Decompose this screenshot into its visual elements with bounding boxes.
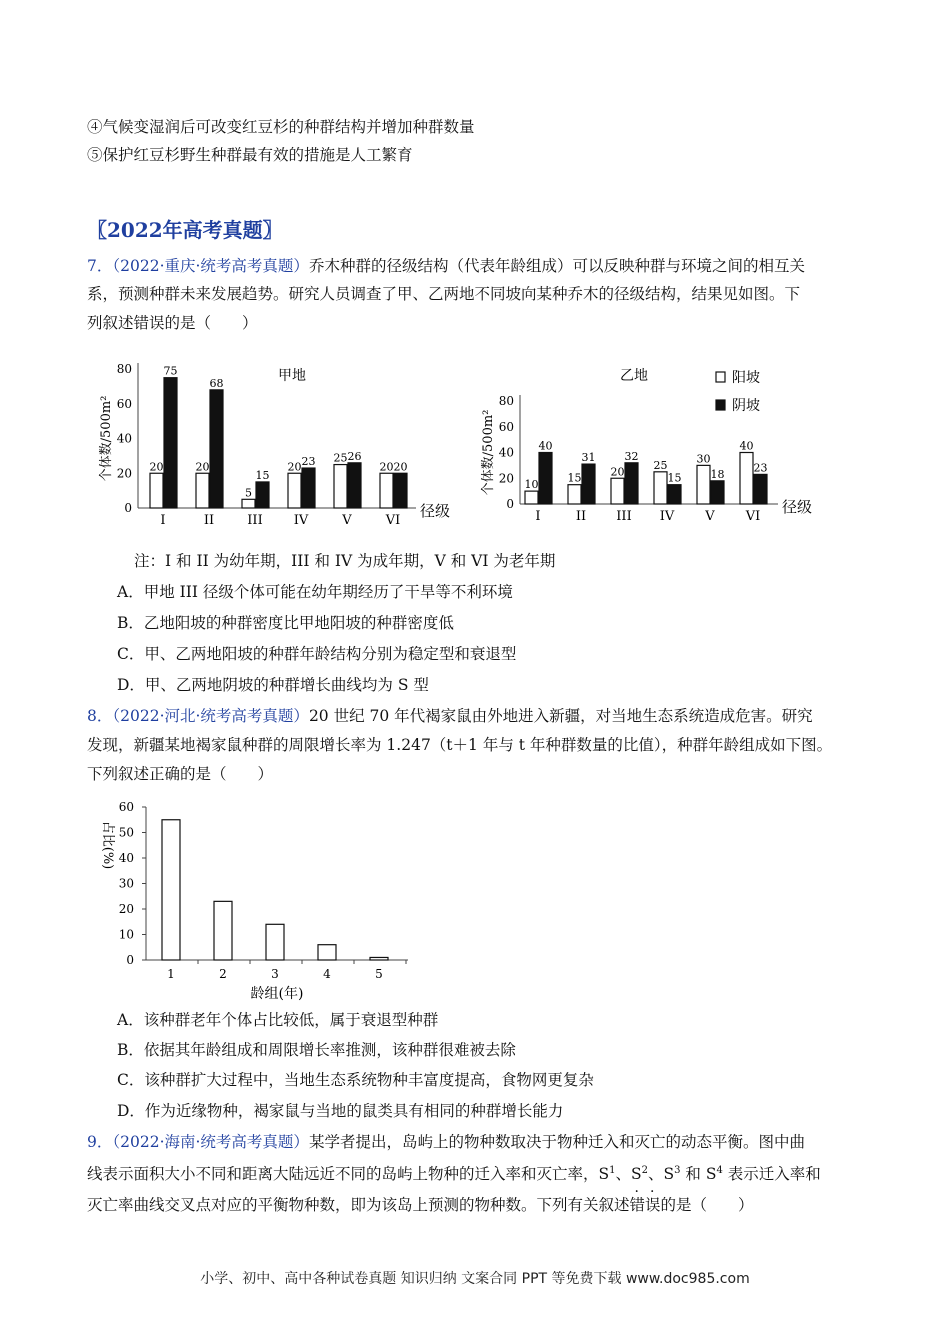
q9-number: 9． bbox=[87, 1133, 113, 1151]
q7-number: 7． bbox=[87, 257, 113, 275]
sep: 、S bbox=[615, 1165, 642, 1184]
bar-value-label: 20 bbox=[393, 460, 408, 474]
q8-line3: 下列叙述正确的是（ ） bbox=[87, 765, 274, 783]
sup: 1 bbox=[609, 1165, 616, 1176]
y-tick-label: 20 bbox=[498, 471, 514, 486]
bar bbox=[539, 453, 552, 505]
y-tick-label: 0 bbox=[506, 497, 514, 511]
chart-age-structure bbox=[92, 792, 422, 1002]
q9-text3b: 的是（ ） bbox=[660, 1196, 754, 1214]
bar-value-label: 18 bbox=[710, 467, 725, 481]
bar-value-label: 15 bbox=[567, 471, 582, 485]
sep: 和 S bbox=[680, 1165, 717, 1184]
y-axis-label: 个体数/500m² bbox=[481, 409, 496, 496]
y-tick-label: 40 bbox=[498, 445, 514, 460]
bar bbox=[394, 473, 407, 508]
y-tick-label: 80 bbox=[498, 394, 514, 408]
x-tick-label: 3 bbox=[271, 967, 279, 981]
statement-5: ⑤保护红豆杉野生种群最有效的措施是人工繁育 bbox=[87, 146, 413, 164]
y-tick-label: 10 bbox=[118, 927, 134, 942]
sup: 3 bbox=[674, 1165, 681, 1176]
bar-value-label: 68 bbox=[209, 376, 224, 390]
y-tick-label: 50 bbox=[118, 825, 134, 840]
emphasis-char: 误 bbox=[645, 1196, 661, 1214]
bar bbox=[711, 481, 724, 504]
bar-value-label: 15 bbox=[255, 468, 270, 482]
bar bbox=[740, 453, 753, 505]
q9-line3 bbox=[87, 1195, 754, 1215]
bar-value-label: 30 bbox=[696, 452, 711, 466]
bar bbox=[334, 465, 347, 508]
bar-value-label: 20 bbox=[287, 460, 302, 474]
bar bbox=[288, 473, 301, 508]
x-tick-label: III bbox=[616, 509, 632, 524]
statement-4: ④气候变湿润后可改变红豆杉的种群结构并增加种群数量 bbox=[87, 118, 475, 136]
q8-option-c[interactable]: C．该种群扩大过程中，当地生态系统物种丰富度提高，食物网更复杂 bbox=[117, 1071, 594, 1089]
chart-jia bbox=[88, 352, 458, 537]
bar-value-label: 25 bbox=[333, 451, 348, 465]
bar-value-label: 20 bbox=[610, 465, 625, 479]
q9-text2b: 表示迁入率和 bbox=[722, 1165, 821, 1184]
bar-value-label: 40 bbox=[538, 439, 553, 453]
bar bbox=[196, 473, 209, 508]
bar bbox=[370, 957, 388, 960]
bar bbox=[162, 820, 180, 960]
y-axis-label: 占比(%) bbox=[100, 820, 115, 870]
bar bbox=[697, 465, 710, 504]
x-tick-label: I bbox=[535, 509, 541, 524]
x-tick-label: II bbox=[203, 513, 215, 528]
bar-value-label: 20 bbox=[195, 460, 210, 474]
bar-value-label: 32 bbox=[624, 449, 639, 463]
q7-option-a[interactable]: A．甲地 III 径级个体可能在幼年期经历了干旱等不利环境 bbox=[117, 583, 513, 601]
y-tick-label: 0 bbox=[126, 953, 134, 967]
legend-swatch bbox=[716, 400, 725, 410]
bar bbox=[525, 491, 538, 504]
q7-line3: 列叙述错误的是（ ） bbox=[87, 314, 258, 332]
q9-text2a: 线表示面积大小不同和距离大陆远近不同的岛屿上物种的迁入率和灭亡率，S bbox=[87, 1165, 610, 1184]
bar bbox=[625, 463, 638, 504]
x-axis-label: 龄组(年) bbox=[250, 986, 304, 1002]
q7-option-b[interactable]: B．乙地阳坡的种群密度比甲地阳坡的种群密度低 bbox=[117, 614, 454, 632]
section-title: 〖2022年高考真题〗 bbox=[87, 218, 283, 242]
bar bbox=[164, 378, 177, 508]
q9-text3a: 灭亡率曲线交叉点对应的平衡物种数，即为该岛上预测的物种数。下列有关叙述 bbox=[87, 1196, 630, 1214]
y-tick-label: 40 bbox=[118, 851, 134, 865]
legend-label: 阳坡 bbox=[732, 370, 760, 386]
q7-line2: 系，预测种群未来发展趋势。研究人员调查了甲、乙两地不同坡向某种乔木的径级结构，结果见如图。下 bbox=[87, 285, 801, 303]
bar-value-label: 5 bbox=[245, 486, 252, 500]
q7-line1 bbox=[87, 256, 805, 276]
y-tick-label: 60 bbox=[116, 396, 132, 411]
y-tick-label: 20 bbox=[118, 902, 134, 916]
bar-value-label: 40 bbox=[739, 439, 754, 453]
sep: 、S bbox=[648, 1165, 675, 1184]
page-footer[interactable]: 小学、初中、高中各种试卷真题 知识归纳 文案合同 PPT 等免费下载 www.doc985.com bbox=[200, 1271, 750, 1287]
q8-line1 bbox=[87, 706, 813, 726]
x-tick-label: 1 bbox=[167, 967, 175, 981]
emphasis-char: 错 bbox=[629, 1196, 646, 1214]
bar bbox=[302, 468, 315, 508]
x-axis-label: 径级 bbox=[420, 502, 451, 520]
bar-value-label: 10 bbox=[524, 478, 539, 492]
q8-number: 8． bbox=[87, 707, 113, 725]
y-tick-label: 0 bbox=[124, 501, 132, 515]
bar-value-label: 23 bbox=[301, 455, 316, 469]
chart-title: 甲地 bbox=[278, 368, 306, 384]
y-tick-label: 30 bbox=[118, 876, 134, 891]
bar bbox=[654, 472, 667, 504]
bar bbox=[214, 901, 232, 960]
bar bbox=[754, 474, 767, 504]
q8-line2: 发现，新疆某地褐家鼠种群的周限增长率为 1.247（t＋1 年与 t 年种群数量的比值），种群年龄组成如下图。 bbox=[87, 736, 833, 754]
q9-line1 bbox=[87, 1132, 805, 1152]
legend-swatch bbox=[716, 372, 725, 382]
q9-source[interactable]: （2022·海南·统考高考真题） bbox=[112, 1133, 309, 1151]
y-tick-label: 60 bbox=[118, 800, 134, 814]
bar bbox=[256, 482, 269, 508]
bar bbox=[348, 463, 361, 508]
q8-text: 20 世纪 70 年代褐家鼠由外地进入新疆，对当地生态系统造成危害。研究 bbox=[308, 707, 813, 725]
bar bbox=[668, 485, 681, 504]
q7-option-d[interactable]: D．甲、乙两地阴坡的种群增长曲线均为 S 型 bbox=[117, 676, 429, 694]
bar-value-label: 31 bbox=[581, 451, 596, 465]
bar-value-label: 15 bbox=[667, 471, 682, 485]
x-tick-label: II bbox=[575, 509, 587, 524]
y-tick-label: 40 bbox=[116, 431, 132, 446]
y-tick-label: 80 bbox=[116, 362, 132, 376]
q9-line2 bbox=[87, 1161, 821, 1184]
bar bbox=[318, 945, 336, 960]
bar-value-label: 20 bbox=[379, 460, 394, 474]
q7-option-c[interactable]: C．甲、乙两地阳坡的种群年龄结构分别为稳定型和衰退型 bbox=[117, 645, 517, 663]
x-tick-label: VI bbox=[385, 513, 401, 528]
bar bbox=[568, 485, 581, 504]
bar-value-label: 26 bbox=[347, 449, 362, 463]
y-tick-label: 20 bbox=[116, 466, 132, 481]
bar bbox=[150, 473, 163, 508]
bar bbox=[242, 499, 255, 508]
x-tick-label: VI bbox=[745, 509, 761, 524]
q7-note: 注：I 和 II 为幼年期，III 和 IV 为成年期，V 和 VI 为老年期 bbox=[134, 552, 556, 570]
y-axis-label: 个体数/500m² bbox=[99, 395, 114, 482]
x-tick-label: IV bbox=[659, 509, 675, 524]
bar-value-label: 25 bbox=[653, 458, 668, 472]
q8-option-d[interactable]: D．作为近缘物种，褐家鼠与当地的鼠类具有相同的种群增长能力 bbox=[117, 1102, 564, 1120]
q8-source[interactable]: （2022·河北·统考高考真题） bbox=[112, 707, 309, 725]
q8-option-b[interactable]: B．依据其年龄组成和周限增长率推测，该种群很难被去除 bbox=[117, 1041, 516, 1059]
q7-source[interactable]: （2022·重庆·统考高考真题） bbox=[112, 257, 309, 275]
bar bbox=[582, 464, 595, 504]
x-axis-label: 径级 bbox=[782, 498, 813, 516]
bar bbox=[611, 478, 624, 504]
chart-yi bbox=[470, 352, 830, 537]
bar-value-label: 23 bbox=[753, 461, 768, 475]
x-tick-label: V bbox=[705, 509, 715, 524]
y-tick-label: 60 bbox=[498, 419, 514, 434]
chart-title: 乙地 bbox=[620, 368, 648, 384]
bar bbox=[266, 924, 284, 960]
x-tick-label: III bbox=[247, 513, 263, 528]
legend-label: 阴坡 bbox=[732, 398, 760, 414]
q9-text: 某学者提出，岛屿上的物种数取决于物种迁入和灭亡的动态平衡。图中曲 bbox=[308, 1133, 805, 1151]
q7-text: 乔木种群的径级结构（代表年龄组成）可以反映种群与环境之间的相互关 bbox=[308, 257, 805, 275]
sup: 4 bbox=[716, 1165, 723, 1176]
sup: 2 bbox=[641, 1165, 648, 1176]
x-tick-label: 4 bbox=[323, 967, 331, 981]
x-tick-label: 5 bbox=[375, 967, 383, 981]
bar bbox=[210, 390, 223, 508]
bar-value-label: 75 bbox=[163, 364, 178, 378]
x-tick-label: IV bbox=[293, 513, 309, 528]
q8-option-a[interactable]: A．该种群老年个体占比较低，属于衰退型种群 bbox=[117, 1011, 439, 1029]
x-tick-label: 2 bbox=[219, 967, 227, 981]
x-tick-label: V bbox=[342, 513, 352, 528]
bar-value-label: 20 bbox=[149, 460, 164, 474]
x-tick-label: I bbox=[160, 513, 166, 528]
bar bbox=[380, 473, 393, 508]
